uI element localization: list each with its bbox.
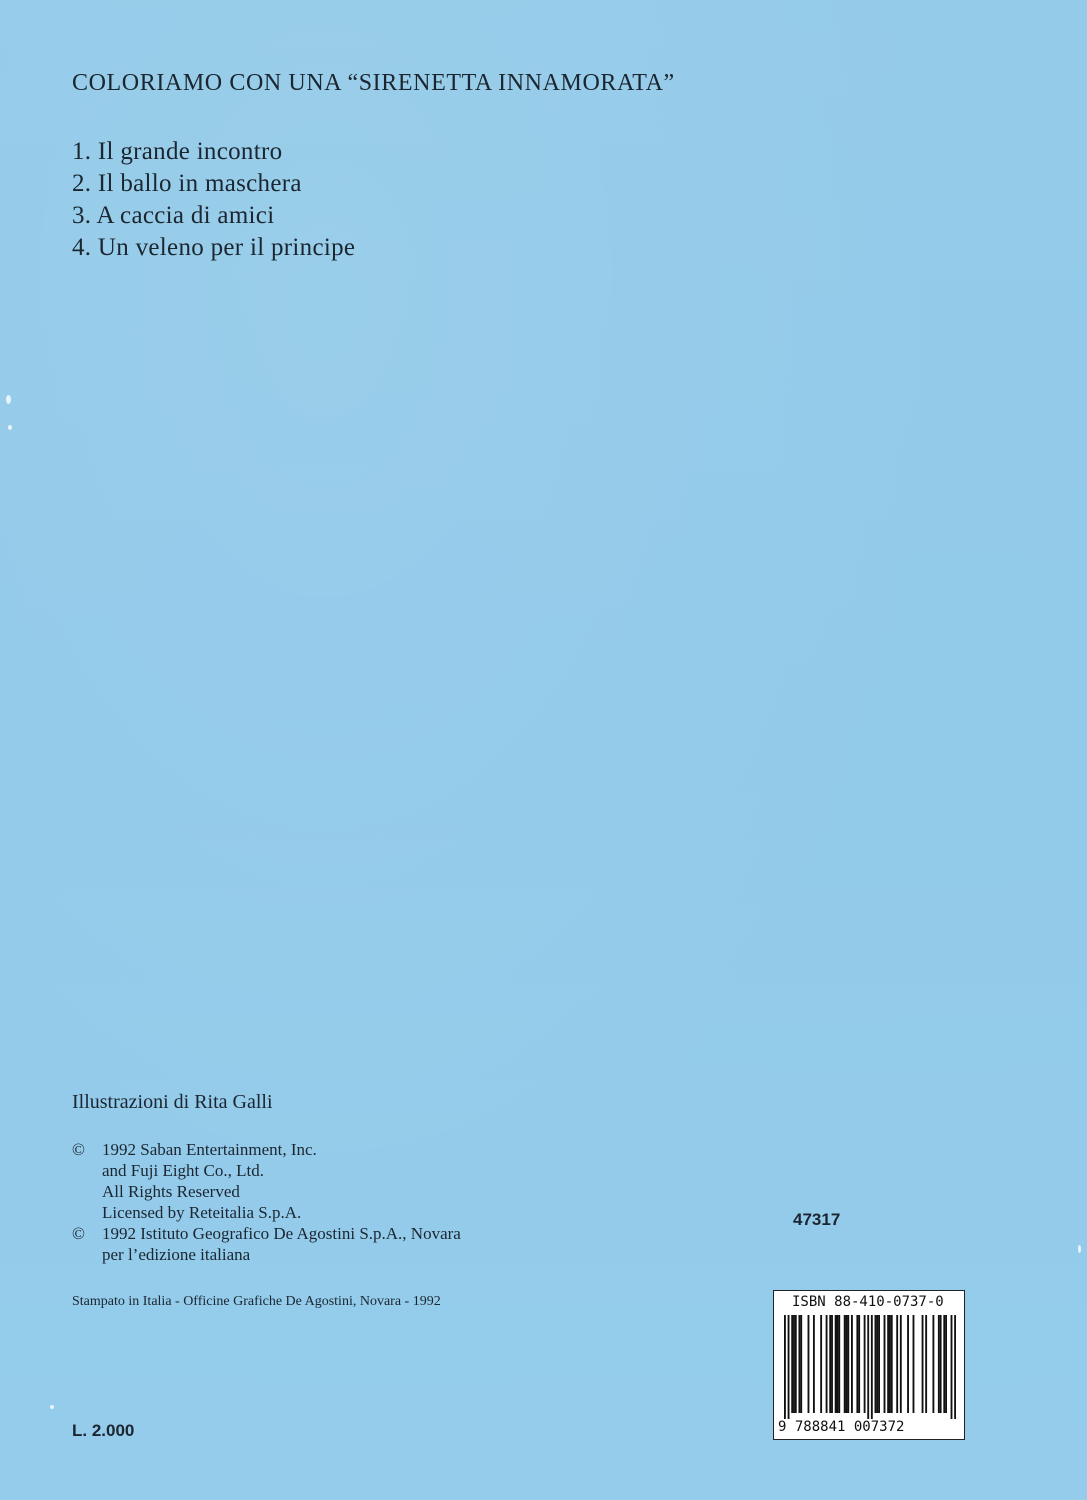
barcode-bar [889,1315,891,1413]
barcode-bar [907,1315,909,1413]
barcode-bar [864,1315,866,1413]
barcode-bar [791,1315,793,1413]
barcode-bar [938,1315,940,1413]
barcode-bar [922,1315,924,1413]
barcode-bar [846,1315,848,1413]
paper-speck [1078,1245,1081,1253]
barcode-bar [867,1315,869,1419]
barcode-bar [943,1315,945,1413]
paper-speck [6,395,11,404]
barcode-bar [788,1315,790,1419]
barcode-bar [913,1315,915,1413]
barcode-bar [940,1315,942,1413]
barcode-bar [875,1315,877,1413]
copyright-text: 1992 Saban Entertainment, Inc. [102,1140,317,1159]
copyright-mark [72,1202,102,1223]
price-label: L. 2.000 [72,1421,135,1440]
barcode-bar [887,1315,889,1413]
copyright-text: All Rights Reserved [102,1182,240,1201]
copyright-line [72,1181,461,1202]
barcode-bar [878,1315,880,1413]
barcode-bar [847,1315,849,1413]
barcode-bars [784,1315,956,1419]
paper-speck [8,425,12,430]
barcode-bar [851,1315,853,1413]
copyright-text: and Fuji Eight Co., Ltd. [102,1161,264,1180]
barcode-bar [884,1315,886,1413]
barcode-bar [835,1315,837,1413]
copyright-mark: © [72,1140,85,1159]
copyright-text: Licensed by Reteitalia S.p.A. [102,1203,302,1222]
barcode-bar [826,1315,828,1413]
barcode-bar [808,1315,810,1413]
barcode-bar [831,1315,833,1413]
copyright-mark [72,1244,102,1265]
barcode-bar [800,1315,802,1413]
barcode-bar [954,1315,956,1419]
isbn-barcode [773,1290,965,1440]
isbn-number: ISBN 88-410-0737-0 [792,1294,944,1310]
barcode-bar [925,1315,927,1413]
contents-item: 4. Un veleno per il principe [72,234,356,261]
barcode-bar [876,1315,878,1413]
copyright-mark: © [72,1224,85,1243]
barcode-bar [837,1315,839,1413]
barcode-bar [844,1315,846,1413]
contents-item: 2. Il ballo in maschera [72,170,302,197]
barcode-bar [900,1315,902,1413]
contents-item: 3. A caccia di amici [72,202,275,229]
barcode-bar [795,1315,797,1413]
ean-number: 9 788841 007372 [778,1419,905,1435]
copyright-text: per l’edizione italiana [102,1245,251,1264]
printing-info: Stampato in Italia - Officine Grafiche De Agostini, Novara - 1992 [72,1294,441,1309]
catalog-code: 47317 [793,1210,841,1229]
barcode-bar [793,1315,795,1413]
copyright-block [72,1139,461,1265]
barcode-bar [891,1315,893,1413]
barcode-bar [951,1315,953,1419]
contents-list [72,136,355,264]
barcode-bar [838,1315,840,1413]
barcode-bar [820,1315,822,1413]
barcode-bar [784,1315,786,1419]
copyright-mark [72,1160,102,1181]
barcode-bar [813,1315,815,1413]
paper-speck [50,1405,54,1409]
contents-item: 1. Il grande incontro [72,138,283,165]
barcode-bar [858,1315,860,1413]
illustrator-credit: Illustrazioni di Rita Galli [72,1091,273,1113]
copyright-line [72,1160,461,1181]
barcode-bar [798,1315,800,1413]
barcode-bar [932,1315,934,1413]
barcode-bar [856,1315,858,1413]
copyright-line [72,1223,461,1244]
barcode-bar [871,1315,873,1419]
barcode-bar [945,1315,947,1413]
copyright-line [72,1244,461,1265]
copyright-text: 1992 Istituto Geografico De Agostini S.p.A., Novara [102,1224,461,1243]
copyright-mark [72,1181,102,1202]
copyright-line [72,1202,461,1223]
book-title: COLORIAMO CON UNA “SIRENETTA INNAMORATA” [72,70,675,96]
copyright-line [72,1139,461,1160]
barcode-bar [896,1315,898,1413]
barcode-bar [829,1315,831,1413]
